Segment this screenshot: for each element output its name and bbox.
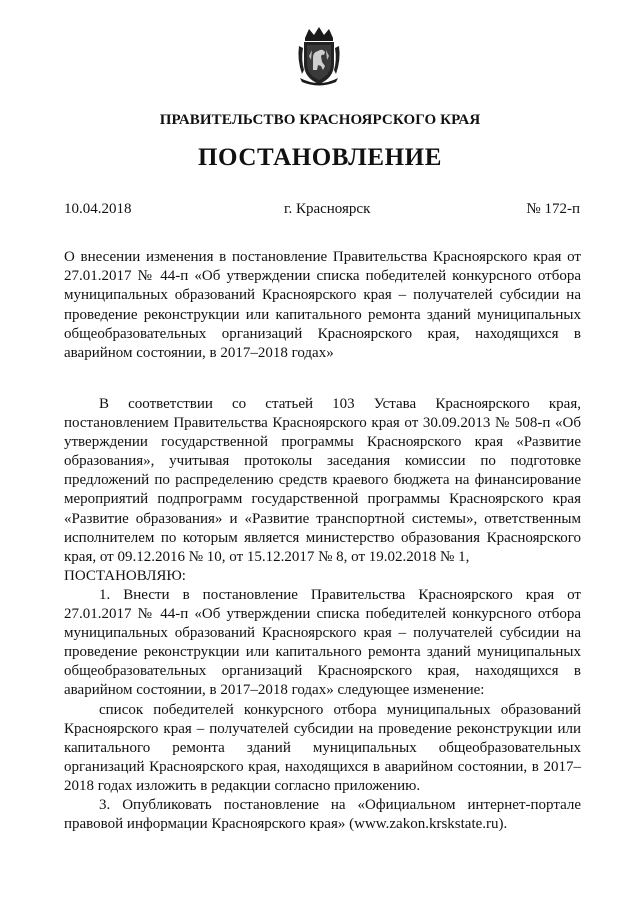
document-body (64, 395, 581, 834)
document-type-title: ПОСТАНОВЛЕНИЕ (197, 144, 443, 171)
item-3-paragraph: 3. Опубликовать постановление на «Официальном интернет-портале правовой информации Красноярского края» (www.zakon.krskstate.ru). (64, 796, 581, 833)
document-meta (64, 201, 580, 221)
krasnoyarsk-coat-of-arms-icon (296, 26, 342, 88)
item-1-change-paragraph: список победителей конкурсного отбора муниципальных образований Красноярского края – получателей субсидии на проведение реконструкции или капитального ремонта зданий муниципальных общеобразовательных организаций Красноярского края, находящихся в аварийном состоянии, в 2017–2018 годах изложить в редакции согласно приложению. (64, 701, 581, 794)
resolve-line: ПОСТАНОВЛЯЮ: (64, 567, 186, 584)
document-city: г. Красноярск (284, 201, 371, 217)
document-date: 10.04.2018 (64, 201, 132, 217)
document-number: № 172-п (526, 201, 580, 217)
item-1-paragraph: 1. Внести в постановление Правительства Красноярского края от 27.01.2017 № 44-п «Об утверждении списка победителей конкурсного отбора муниципальных образований Красноярского края – получателей субсидии на проведение реконструкции или капитального ремонта зданий муниципальных общеобразовательных организаций Красноярского края, находящихся в аварийном состоянии, в 2017–2018 годах» следующее изменение: (64, 586, 581, 699)
document-subject: О внесении изменения в постановление Правительства Красноярского края от 27.01.2017 № 44-п «Об утверждении списка победителей конкурсного отбора муниципальных образований Красноярского края – получателей субсидии на проведение реконструкции или капитального ремонта зданий муниципальных общеобразовательных организаций Красноярского края, находящихся в аварийном состоянии, в 2017–2018 годах» (64, 249, 581, 362)
government-title: ПРАВИТЕЛЬСТВО КРАСНОЯРСКОГО КРАЯ (159, 112, 481, 128)
preamble-paragraph: В соответствии со статьей 103 Устава Красноярского края, постановлением Правительства Красноярского края от 30.09.2013 № 508-п «Об утверждении государственной программы Красноярского края «Развитие образования», учитывая протоколы заседания комиссии по подготовке предложений по распределению средств краевого бюджета на финансирование мероприятий подпрограмм государственной программы Красноярского края «Развитие образования» и «Развитие транспортной системы», ответственным исполнителем по которым является министерство образования Красноярского края, от 09.12.2016 № 10, от 15.12.2017 № 8, от 19.02.2018 № 1, (64, 396, 581, 565)
